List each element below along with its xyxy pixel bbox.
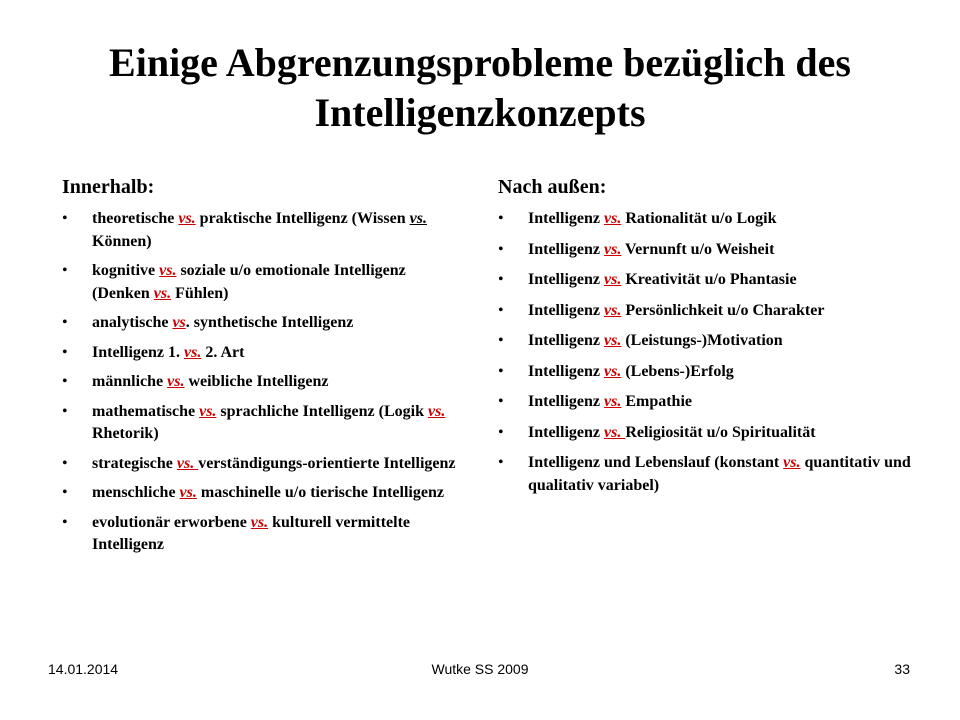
vs-marker: vs. [604, 271, 622, 288]
bullet-item [62, 208, 462, 253]
left-column-heading: Innerhalb: [62, 176, 155, 198]
bullet-text: evolutionär erworbene [92, 513, 251, 531]
vs-marker: vs. [178, 210, 196, 227]
vs-marker: vs. [604, 362, 622, 380]
bullet-text: verständigungs-orientierte Intelligenz [198, 454, 456, 472]
right-column-heading: Nach außen: [498, 176, 607, 198]
right-column [498, 175, 918, 505]
bullet-text: Intelligenz [528, 240, 604, 258]
bullet-text: Vernunft u/o Weisheit [621, 240, 775, 258]
bullet-text: mathematische [92, 402, 200, 420]
bullet-text: Intelligenz und Lebenslauf (konstant [528, 454, 784, 471]
bullet-item [498, 330, 918, 353]
vs-marker: vs [172, 314, 186, 331]
bullet-item [498, 361, 918, 384]
bullet-item [62, 401, 462, 446]
slide-title: Einige Abgrenzungsprobleme bezüglich des Intelligenzkonzepts [109, 40, 851, 135]
bullet-item [62, 512, 462, 557]
bullet-text: Rationalität u/o Logik [621, 210, 777, 227]
bullet-text: Intelligenz 1. [92, 343, 184, 361]
bullet-icon: • [62, 314, 68, 331]
bullet-text: . synthetische Intelligenz [185, 314, 354, 331]
bullet-icon: • [62, 454, 68, 472]
bullet-icon: • [62, 484, 68, 501]
bullet-item [498, 300, 918, 323]
bullet-text: männliche [92, 373, 168, 390]
bullet-text: (Leistungs-)Motivation [621, 332, 783, 349]
footer-date: 14.01.2014 [48, 661, 119, 677]
bullet-text: (Lebens-)Erfolg [621, 362, 734, 380]
bullet-icon: • [498, 332, 504, 349]
right-bullet-list [498, 208, 918, 497]
bullet-item [498, 452, 918, 497]
bullet-item [62, 312, 462, 335]
bullet-text: Intelligenz [528, 423, 604, 441]
vs-marker: vs. [409, 210, 427, 227]
vs-marker: vs. [176, 454, 199, 472]
bullet-item [498, 391, 918, 414]
bullet-text: Intelligenz [528, 362, 604, 380]
bullet-icon: • [62, 262, 68, 279]
bullet-text: theoretische [92, 210, 179, 227]
bullet-text: Intelligenz [528, 271, 604, 288]
bullet-text: kulturell vermittelte Intelligenz [92, 513, 411, 553]
bullet-icon: • [498, 301, 504, 319]
bullet-text: menschliche [92, 484, 180, 501]
vs-marker: vs. [153, 284, 172, 302]
bullet-text: Intelligenz [528, 393, 604, 410]
bullet-text: Intelligenz [528, 301, 604, 319]
bullet-text: Fühlen) [171, 284, 229, 302]
bullet-item [498, 422, 918, 445]
vs-marker: vs. [250, 513, 269, 531]
bullet-icon: • [498, 393, 504, 410]
vs-marker: vs. [604, 210, 622, 227]
bullet-icon: • [498, 271, 504, 288]
bullet-text: kognitive [92, 262, 160, 279]
bullet-text: Rhetorik) [92, 425, 159, 442]
footer-author: Wutke SS 2009 [431, 661, 529, 677]
bullet-text: Religiosität u/o Spiritualität [625, 423, 816, 441]
bullet-item [498, 239, 918, 262]
bullet-text: Intelligenz [528, 332, 604, 349]
vs-marker: vs. [783, 454, 801, 471]
bullet-text: 2. Art [201, 343, 245, 361]
bullet-icon: • [498, 454, 504, 471]
bullet-item [62, 371, 462, 394]
bullet-icon: • [62, 513, 68, 531]
bullet-text: praktische Intelligenz (Wissen [195, 210, 410, 227]
bullet-text: Kreativität u/o Phantasie [621, 271, 797, 288]
bullet-icon: • [62, 373, 68, 390]
vs-marker: vs. [179, 484, 197, 501]
vs-marker: vs. [604, 240, 622, 258]
bullet-icon: • [62, 402, 68, 420]
bullet-item [498, 208, 918, 231]
vs-marker: vs. [199, 402, 217, 420]
bullet-icon: • [498, 210, 504, 227]
vs-marker: vs. [604, 332, 622, 349]
bullet-text: sprachliche Intelligenz (Logik [216, 402, 428, 420]
bullet-item [62, 342, 462, 365]
left-column [62, 175, 462, 564]
bullet-item [62, 453, 462, 476]
vs-marker: vs. [604, 393, 622, 410]
bullet-item [498, 269, 918, 292]
bullet-icon: • [62, 343, 68, 361]
bullet-icon: • [498, 423, 504, 441]
bullet-text: analytische [92, 314, 173, 331]
bullet-text: maschinelle u/o tierische Intelligenz [196, 484, 444, 501]
bullet-text: quantitativ und qualitativ variabel) [528, 454, 911, 494]
bullet-icon: • [498, 240, 504, 258]
vs-marker: vs. [604, 423, 626, 441]
bullet-icon: • [498, 362, 504, 380]
bullet-text: weibliche Intelligenz [184, 373, 329, 390]
vs-marker: vs. [159, 262, 177, 279]
vs-marker: vs. [167, 373, 185, 390]
bullet-text: Persönlichkeit u/o Charakter [621, 301, 825, 319]
bullet-item [62, 482, 462, 505]
vs-marker: vs. [427, 402, 446, 420]
bullet-text: Können) [92, 232, 152, 250]
vs-marker: vs. [184, 343, 202, 361]
footer-page-number: 33 [894, 661, 910, 677]
bullet-text: soziale u/o emotionale Intelligenz (Denken [92, 262, 406, 302]
left-bullet-list [62, 208, 462, 557]
bullet-text: Intelligenz [528, 210, 604, 227]
bullet-text: strategische [92, 454, 177, 472]
bullet-text: Empathie [621, 393, 692, 410]
vs-marker: vs. [604, 301, 622, 319]
bullet-item [62, 260, 462, 305]
bullet-icon: • [62, 210, 68, 227]
